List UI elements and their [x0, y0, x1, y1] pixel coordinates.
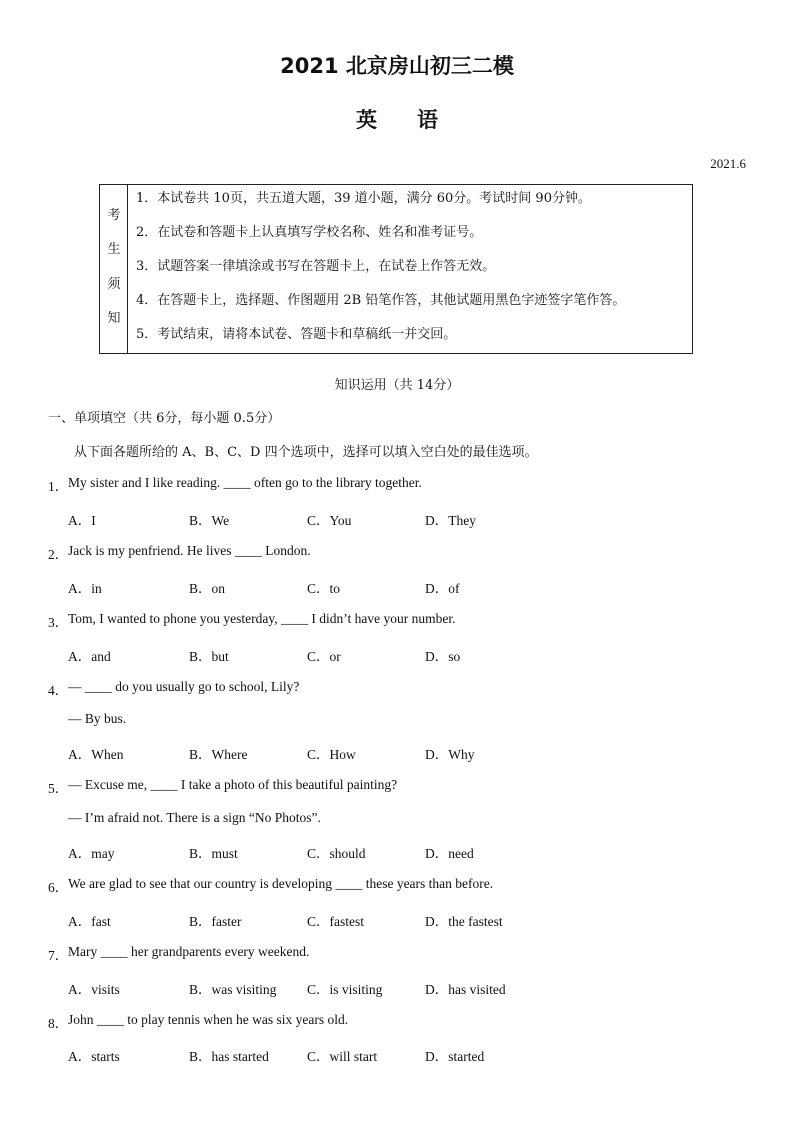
option-a: A．When [68, 747, 124, 762]
question-number: 2． [48, 547, 69, 562]
option-c: C．will start [307, 1049, 378, 1064]
question-text: My sister and I like reading. ____ often go to the library together. [68, 475, 422, 490]
question-number: 7． [48, 948, 69, 963]
notice-label-char: 考 [107, 208, 121, 223]
notice-label-char: 须 [107, 277, 121, 292]
option-a: A．and [68, 649, 111, 664]
notice-item: 4．在答题卡上，选择题、作图题用 2B 铅笔作答，其他试题用黑色字迹签字笔作答。 [136, 293, 626, 308]
question-number: 3． [48, 615, 69, 630]
option-b: B．on [189, 581, 226, 596]
document-title: 2021 北京房山初三二模 [280, 54, 514, 78]
option-a: A．I [68, 513, 96, 528]
part-instruction: 从下面各题所给的 A、B、C、D 四个选项中，选择可以填入空白处的最佳选项。 [74, 445, 538, 460]
subject-title: 英语 [356, 108, 478, 132]
section-heading: 知识运用（共 14分） [334, 378, 460, 393]
option-b: B．has started [189, 1049, 269, 1064]
question-text: Tom, I wanted to phone you yesterday, ____ I didn’t have your number. [68, 611, 456, 626]
option-b: B．Where [189, 747, 248, 762]
part-heading: 一、单项填空（共 6分，每小题 0.5分） [48, 411, 281, 426]
option-a: A．fast [68, 914, 111, 929]
exam-notice-box [99, 184, 693, 354]
question-dialogue-line: — By bus. [68, 711, 127, 726]
option-c: C．fastest [307, 914, 364, 929]
question-number: 1． [48, 479, 69, 494]
exam-date: 2021.6 [710, 156, 746, 171]
question-text: We are glad to see that our country is developing ____ these years than before. [68, 876, 494, 891]
option-d: D．Why [425, 747, 475, 762]
question-dialogue-line: — I’m afraid not. There is a sign “No Photos”. [68, 810, 321, 825]
option-b: B．must [189, 846, 238, 861]
question-text: — Excuse me, ____ I take a photo of this beautiful painting? [68, 777, 398, 792]
option-c: C．should [307, 846, 366, 861]
option-d: D．They [425, 513, 476, 528]
notice-label-char: 生 [107, 242, 121, 257]
option-a: A．in [68, 581, 102, 596]
option-b: B．faster [189, 914, 242, 929]
option-c: C．You [307, 513, 352, 528]
option-c: C．is visiting [307, 982, 383, 997]
notice-item: 5．考试结束，请将本试卷、答题卡和草稿纸一并交回。 [136, 327, 457, 342]
notice-label-char: 知 [107, 311, 121, 326]
option-b: B．We [189, 513, 230, 528]
notice-item: 3．试题答案一律填涂或书写在答题卡上，在试卷上作答无效。 [136, 259, 496, 274]
option-b: B．was visiting [189, 982, 277, 997]
option-d: D．started [425, 1049, 485, 1064]
question-number: 6． [48, 880, 69, 895]
question-text: Jack is my penfriend. He lives ____ London. [68, 543, 311, 558]
option-d: D．so [425, 649, 461, 664]
option-d: D．the fastest [425, 914, 503, 929]
option-b: B．but [189, 649, 229, 664]
question-text: — ____ do you usually go to school, Lily? [68, 679, 300, 694]
question-number: 4． [48, 683, 69, 698]
option-d: D．of [425, 581, 460, 596]
question-number: 8． [48, 1016, 69, 1031]
notice-item: 1．本试卷共 10页，共五道大题，39 道小题，满分 60分。考试时间 90分钟。 [136, 191, 591, 206]
notice-item: 2．在试卷和答题卡上认真填写学校名称、姓名和准考证号。 [136, 225, 483, 240]
question-number: 5． [48, 781, 69, 796]
option-a: A．may [68, 846, 115, 861]
option-c: C．to [307, 581, 341, 596]
option-d: D．need [425, 846, 474, 861]
notice-label-column [100, 185, 128, 353]
question-text: Mary ____ her grandparents every weekend. [68, 944, 310, 959]
option-c: C．or [307, 649, 341, 664]
option-a: A．starts [68, 1049, 120, 1064]
option-a: A．visits [68, 982, 120, 997]
question-text: John ____ to play tennis when he was six years old. [68, 1012, 349, 1027]
option-d: D．has visited [425, 982, 506, 997]
option-c: C．How [307, 747, 356, 762]
